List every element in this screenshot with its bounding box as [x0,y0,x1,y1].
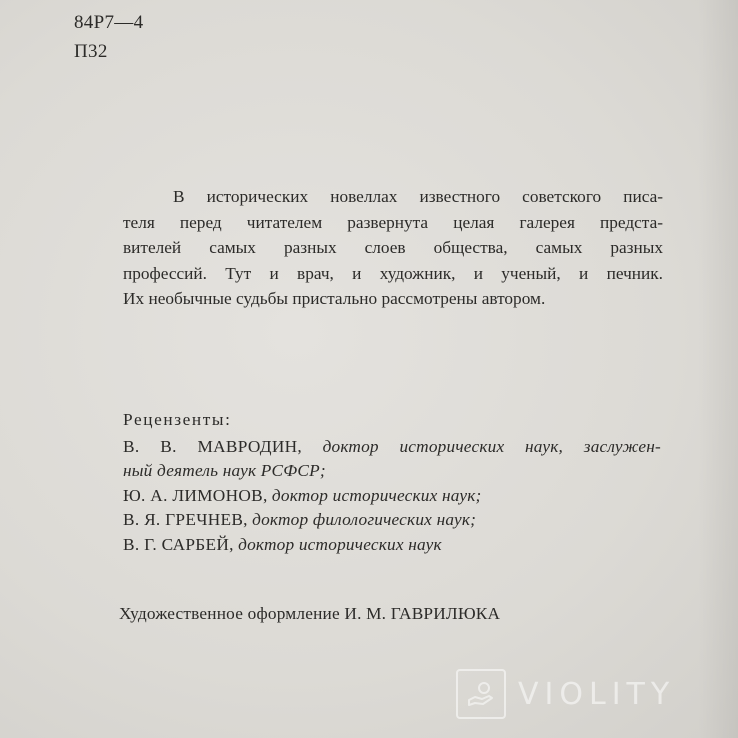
annotation-line: теля перед читателем развернута целая галерея предста- [123,212,663,232]
annotation-line: В исторических новеллах известного советского писа- [173,187,663,206]
reviewer-title: доктор исторических наук, заслужен- [322,436,661,456]
author-mark: П32 [74,41,108,62]
design-credit: Художественное оформление И. М. ГАВРИЛЮКА [119,604,501,623]
reviewers-block [123,408,673,557]
reviewer-title: ный деятель наук РСФСР; [123,461,326,480]
reviewer-entry [123,459,673,484]
watermark [456,664,675,724]
reviewer-entry [123,508,673,533]
book-annotation [123,184,663,312]
page-shadow [698,0,738,738]
annotation-line: вителей самых разных слоев общества, самых разных [123,238,663,257]
reviewer-entry [123,435,661,460]
reviewer-title: доктор исторических наук [238,534,442,554]
reviewer-name: Ю. А. ЛИМОНОВ, [123,485,268,505]
reviewer-title: доктор исторических наук; [271,485,482,505]
annotation-line: Их необычные судьбы пристально рассмотрены автором. [123,289,546,308]
reviewer-title: доктор филологических наук; [252,510,477,529]
annotation-line: профессий. Тут и врач, и художник, и ученый, и печник. [123,263,663,283]
classification-code: 84Р7—4 [74,12,144,33]
hand-coin-icon [456,669,506,719]
watermark-text: VIOLITY [518,676,676,712]
reviewers-heading: Рецензенты: [123,410,232,429]
reviewer-name: В. Я. ГРЕЧНЕВ, [123,510,248,529]
reviewer-entry [123,484,673,509]
reviewer-name: В. В. МАВРОДИН, [123,436,303,456]
reviewer-entry [123,533,673,558]
reviewer-name: В. Г. САРБЕЙ, [123,534,234,554]
